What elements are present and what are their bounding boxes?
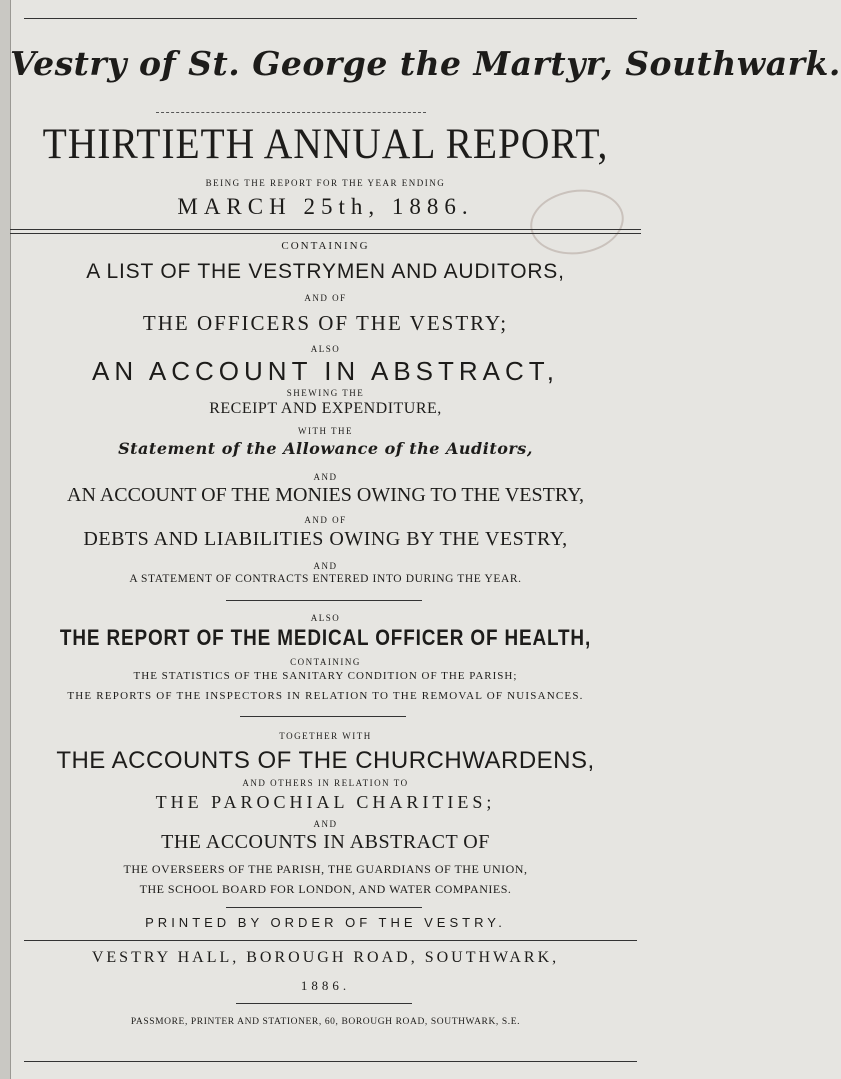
also-1: ALSO [310, 344, 341, 354]
and-others: AND OTHERS IN RELATION TO [242, 778, 409, 788]
year-line: 1886. [300, 978, 351, 993]
section-rule-1 [10, 229, 641, 230]
statistics-line: THE STATISTICS OF THE SANITARY CONDITION OF THE PARISH; [133, 670, 518, 682]
divider-5 [236, 1003, 412, 1004]
list-line: A LIST OF THE VESTRYMEN AND AUDITORS, [86, 260, 565, 283]
being-line: BEING THE REPORT FOR THE YEAR ENDING [205, 178, 446, 188]
and-2: AND [313, 561, 338, 571]
date-line: MARCH 25th, 1886. [177, 194, 474, 219]
receipt-line: RECEIPT AND EXPENDITURE, [209, 400, 442, 417]
debts-line: DEBTS AND LIABILITIES OWING BY THE VESTRY, [83, 528, 568, 550]
officers-line: THE OFFICERS OF THE VESTRY; [142, 311, 509, 335]
together-with: TOGETHER WITH [279, 731, 372, 741]
churchwardens-line: THE ACCOUNTS OF THE CHURCHWARDENS, [56, 747, 595, 774]
parish-title: Vestry of St. George the Martyr, Southwark. [10, 44, 841, 83]
divider-3 [226, 907, 422, 908]
also-2: ALSO [310, 613, 341, 623]
school-line: THE SCHOOL BOARD FOR LONDON, AND WATER COMPANIES. [139, 882, 512, 896]
ornament-rule [156, 112, 426, 113]
monies-line: AN ACCOUNT OF THE MONIES OWING TO THE VESTRY, [67, 484, 584, 506]
containing-2: CONTAINING [290, 657, 361, 667]
printed-line: PRINTED BY ORDER OF THE VESTRY. [145, 915, 506, 930]
containing-label: CONTAINING [281, 240, 370, 252]
and-of-1: AND OF [304, 293, 347, 303]
and-of-2: AND OF [304, 515, 347, 525]
divider-1 [226, 600, 422, 601]
bottom-rule [24, 1061, 637, 1062]
overseers-line: THE OVERSEERS OF THE PARISH, THE GUARDIANS OF THE UNION, [123, 862, 528, 876]
shewing-line: SHEWING THE [286, 388, 365, 398]
report-title: THIRTIETH ANNUAL REPORT, [42, 121, 609, 168]
statement-line: Statement of the Allowance of the Auditors, [118, 439, 533, 458]
printer-line: PASSMORE, PRINTER AND STATIONER, 60, BOROUGH ROAD, SOUTHWARK, S.E. [130, 1017, 521, 1027]
and-3: AND [313, 819, 338, 829]
medical-line: THE REPORT OF THE MEDICAL OFFICER OF HEALTH, [59, 625, 592, 650]
with-the: WITH THE [297, 426, 354, 436]
divider-2 [240, 716, 406, 717]
contracts-line: A STATEMENT OF CONTRACTS ENTERED INTO DURING THE YEAR. [129, 573, 522, 585]
section-rule-2 [10, 233, 641, 234]
top-rule [24, 18, 637, 19]
divider-4 [24, 940, 637, 941]
report-title-page [10, 0, 841, 1079]
account-line: AN ACCOUNT IN ABSTRACT, [91, 356, 560, 386]
abstract-line: THE ACCOUNTS IN ABSTRACT OF [161, 831, 490, 853]
hall-line: VESTRY HALL, BOROUGH ROAD, SOUTHWARK, [91, 949, 560, 966]
inspectors-line: THE REPORTS OF THE INSPECTORS IN RELATION TO THE REMOVAL OF NUISANCES. [67, 690, 584, 702]
charities-line: THE PAROCHIAL CHARITIES; [155, 792, 496, 812]
and-1: AND [313, 472, 338, 482]
